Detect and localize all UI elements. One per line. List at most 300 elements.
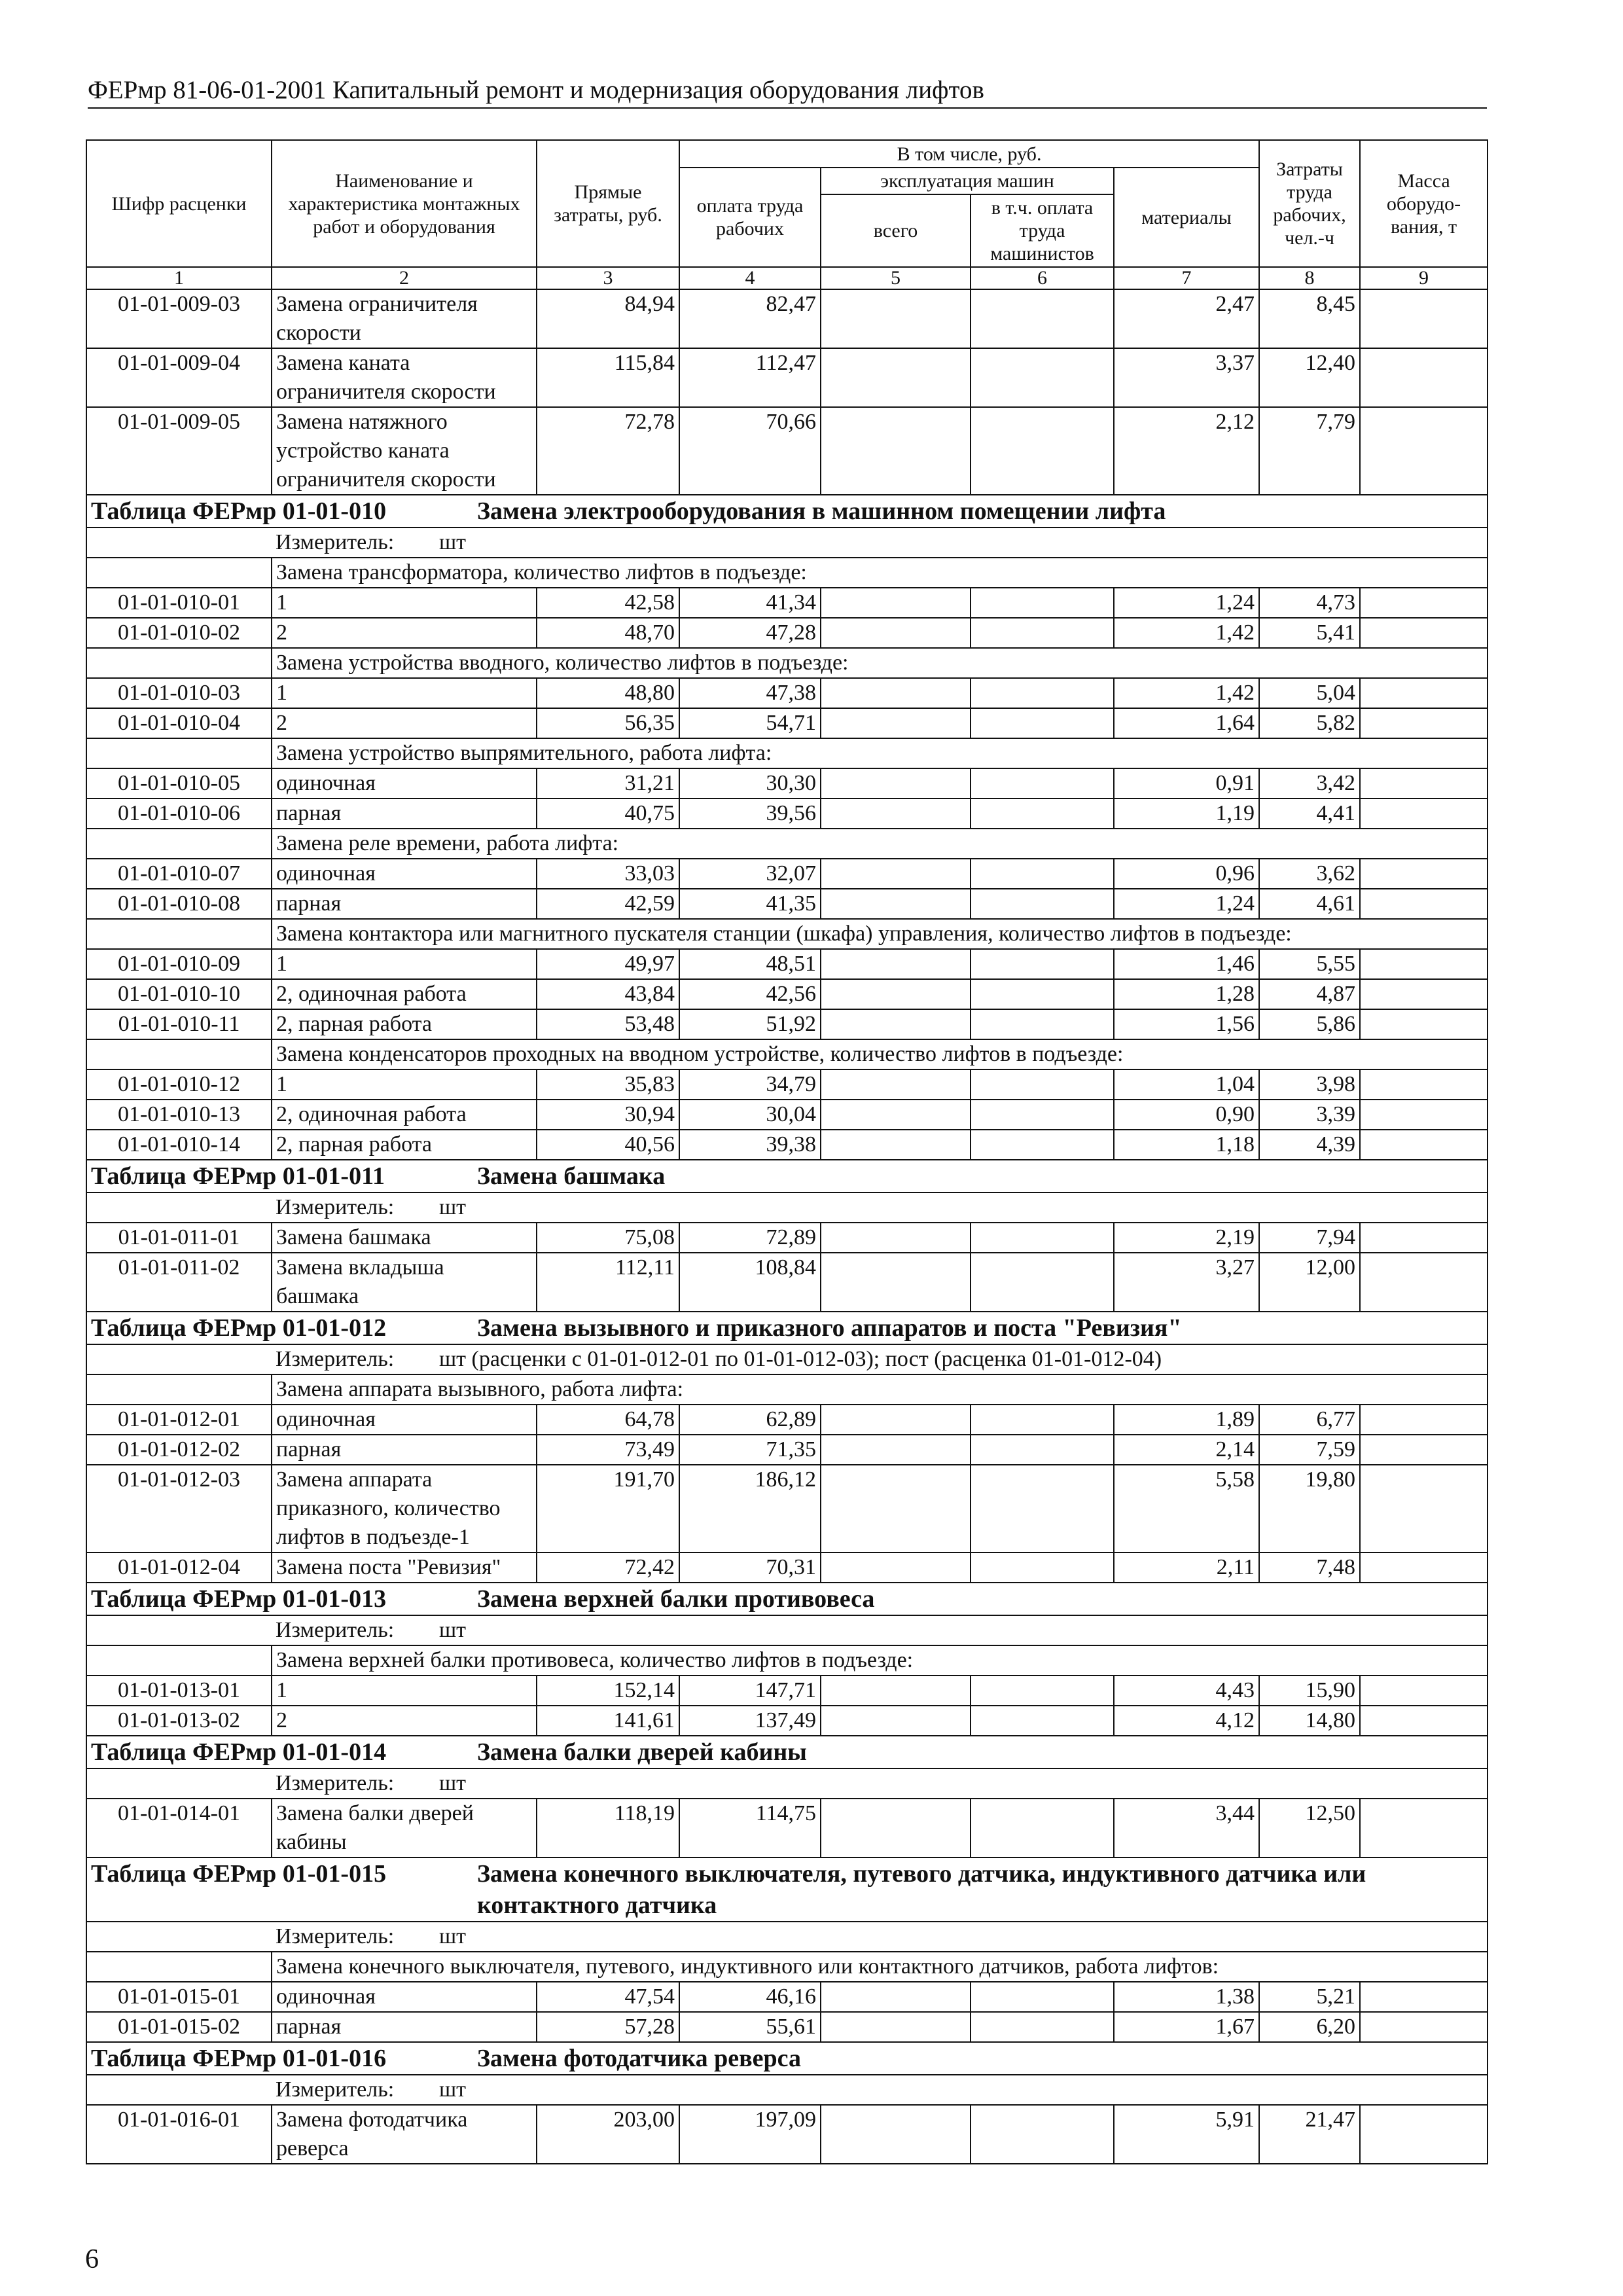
machinists-wages <box>971 1435 1114 1465</box>
machines-total <box>821 1130 971 1160</box>
group-heading: Замена аппарата вызывного, работа лифта: <box>272 1374 1488 1405</box>
wages: 34,79 <box>679 1069 821 1100</box>
unit-row <box>86 1615 1488 1645</box>
unit-value: шт <box>439 1771 467 1795</box>
unit-row <box>86 1922 1488 1952</box>
rate-code: 01-01-009-03 <box>86 289 272 348</box>
work-name: Замена аппарата приказного, количество лифтов в подъезде-1 <box>272 1465 537 1552</box>
machines-total <box>821 1405 971 1435</box>
page-number: 6 <box>85 2244 99 2274</box>
direct-costs: 112,11 <box>537 1253 679 1312</box>
wages: 70,31 <box>679 1552 821 1583</box>
machinists-wages <box>971 1552 1114 1583</box>
machines-total <box>821 798 971 829</box>
section-id: Таблица ФЕРмр 01-01-011 <box>91 1162 385 1190</box>
direct-costs: 33,03 <box>537 859 679 889</box>
group-row <box>86 829 1488 859</box>
direct-costs: 115,84 <box>537 348 679 407</box>
section-title-cell <box>86 1312 1488 1344</box>
materials: 3,44 <box>1114 1799 1259 1857</box>
machines-total <box>821 618 971 648</box>
materials: 4,43 <box>1114 1676 1259 1706</box>
materials: 1,46 <box>1114 949 1259 979</box>
equipment-mass <box>1360 1676 1488 1706</box>
work-name: парная <box>272 889 537 919</box>
rate-code: 01-01-010-02 <box>86 618 272 648</box>
machinists-wages <box>971 1465 1114 1552</box>
group-spacer <box>86 738 272 768</box>
machinists-wages <box>971 348 1114 407</box>
unit-label: Измеритель: <box>276 1924 395 1948</box>
rate-code: 01-01-010-07 <box>86 859 272 889</box>
rate-code: 01-01-015-01 <box>86 1982 272 2012</box>
direct-costs: 56,35 <box>537 708 679 738</box>
work-name: одиночная <box>272 1982 537 2012</box>
col-header-machinists-wages: в т.ч. оплата труда машинистов <box>971 194 1114 267</box>
labor-costs: 15,90 <box>1259 1676 1360 1706</box>
group-heading: Замена контактора или магнитного пускателя станции (шкафа) управления, количество лифтов в подъезде: <box>272 919 1488 949</box>
table-row <box>86 678 1488 708</box>
machines-total <box>821 348 971 407</box>
wages: 62,89 <box>679 1405 821 1435</box>
machinists-wages <box>971 1069 1114 1100</box>
machines-total <box>821 1676 971 1706</box>
work-name: 2 <box>272 618 537 648</box>
machines-total <box>821 1706 971 1736</box>
table-row <box>86 1253 1488 1312</box>
col-number: 2 <box>272 267 537 289</box>
unit-row <box>86 1768 1488 1799</box>
table-row <box>86 1706 1488 1736</box>
labor-costs: 3,98 <box>1259 1069 1360 1100</box>
section-id: Таблица ФЕРмр 01-01-014 <box>91 1738 387 1766</box>
section-title-cell <box>86 1736 1488 1768</box>
machines-total <box>821 407 971 495</box>
machinists-wages <box>971 2012 1114 2042</box>
unit-spacer <box>86 1193 272 1223</box>
wages: 71,35 <box>679 1435 821 1465</box>
equipment-mass <box>1360 768 1488 798</box>
section-title: Замена верхней балки противовеса <box>477 1585 875 1613</box>
section-id: Таблица ФЕРмр 01-01-016 <box>91 2045 387 2072</box>
wages: 147,71 <box>679 1676 821 1706</box>
materials: 1,28 <box>1114 979 1259 1009</box>
equipment-mass <box>1360 859 1488 889</box>
labor-costs: 14,80 <box>1259 1706 1360 1736</box>
group-heading: Замена верхней балки противовеса, количество лифтов в подъезде: <box>272 1645 1488 1676</box>
machinists-wages <box>971 678 1114 708</box>
group-heading: Замена устройства вводного, количество лифтов в подъезде: <box>272 648 1488 678</box>
labor-costs: 3,62 <box>1259 859 1360 889</box>
group-spacer <box>86 1374 272 1405</box>
machines-total <box>821 859 971 889</box>
group-row <box>86 1952 1488 1982</box>
col-header-labor: Затраты труда рабочих, чел.-ч <box>1259 140 1360 267</box>
table-section-title <box>86 1583 1488 1615</box>
materials: 1,19 <box>1114 798 1259 829</box>
materials: 0,90 <box>1114 1100 1259 1130</box>
equipment-mass <box>1360 1009 1488 1039</box>
unit-spacer <box>86 1344 272 1374</box>
rate-code: 01-01-014-01 <box>86 1799 272 1857</box>
table-row <box>86 2105 1488 2164</box>
machines-total <box>821 678 971 708</box>
table-row <box>86 588 1488 618</box>
materials: 2,14 <box>1114 1435 1259 1465</box>
group-heading: Замена конечного выключателя, путевого, индуктивного или контактного датчиков, работа лифтов: <box>272 1952 1488 1982</box>
machines-total <box>821 2012 971 2042</box>
machines-total <box>821 1465 971 1552</box>
rate-code: 01-01-010-10 <box>86 979 272 1009</box>
table-row <box>86 1100 1488 1130</box>
work-name: парная <box>272 798 537 829</box>
unit-cell <box>272 1768 1488 1799</box>
equipment-mass <box>1360 588 1488 618</box>
materials: 3,37 <box>1114 348 1259 407</box>
section-title: Замена башмака <box>477 1162 666 1190</box>
group-row <box>86 1374 1488 1405</box>
rate-code: 01-01-012-01 <box>86 1405 272 1435</box>
work-name: Замена фотодатчика реверса <box>272 2105 537 2164</box>
unit-value: шт <box>439 1618 467 1642</box>
machines-total <box>821 949 971 979</box>
section-title: Замена вызывного и приказного аппаратов и поста "Ревизия" <box>477 1314 1182 1342</box>
work-name: Замена ограничителя скорости <box>272 289 537 348</box>
rate-code: 01-01-011-01 <box>86 1223 272 1253</box>
table-row <box>86 1465 1488 1552</box>
unit-cell <box>272 1193 1488 1223</box>
direct-costs: 42,59 <box>537 889 679 919</box>
equipment-mass <box>1360 407 1488 495</box>
direct-costs: 84,94 <box>537 289 679 348</box>
rate-code: 01-01-015-02 <box>86 2012 272 2042</box>
group-row <box>86 1645 1488 1676</box>
materials: 3,27 <box>1114 1253 1259 1312</box>
materials: 1,64 <box>1114 708 1259 738</box>
group-spacer <box>86 1645 272 1676</box>
rate-code: 01-01-010-08 <box>86 889 272 919</box>
direct-costs: 31,21 <box>537 768 679 798</box>
rate-code: 01-01-012-04 <box>86 1552 272 1583</box>
table-row <box>86 859 1488 889</box>
materials: 0,91 <box>1114 768 1259 798</box>
unit-label: Измеритель: <box>276 2077 395 2102</box>
section-id: Таблица ФЕРмр 01-01-013 <box>91 1585 387 1613</box>
unit-cell <box>272 1344 1488 1374</box>
materials: 2,11 <box>1114 1552 1259 1583</box>
labor-costs: 21,47 <box>1259 2105 1360 2164</box>
machinists-wages <box>971 588 1114 618</box>
work-name: 2 <box>272 708 537 738</box>
labor-costs: 4,61 <box>1259 889 1360 919</box>
table-row <box>86 979 1488 1009</box>
unit-row <box>86 1344 1488 1374</box>
machinists-wages <box>971 1100 1114 1130</box>
materials: 1,24 <box>1114 588 1259 618</box>
section-title-cell <box>86 1160 1488 1193</box>
wages: 46,16 <box>679 1982 821 2012</box>
labor-costs: 19,80 <box>1259 1465 1360 1552</box>
direct-costs: 72,42 <box>537 1552 679 1583</box>
wages: 55,61 <box>679 2012 821 2042</box>
unit-spacer <box>86 1768 272 1799</box>
direct-costs: 203,00 <box>537 2105 679 2164</box>
table-row <box>86 1009 1488 1039</box>
group-row <box>86 738 1488 768</box>
labor-costs: 8,45 <box>1259 289 1360 348</box>
table-section-title <box>86 495 1488 528</box>
wages: 114,75 <box>679 1799 821 1857</box>
direct-costs: 191,70 <box>537 1465 679 1552</box>
machinists-wages <box>971 1982 1114 2012</box>
labor-costs: 4,87 <box>1259 979 1360 1009</box>
labor-costs: 5,21 <box>1259 1982 1360 2012</box>
rate-code: 01-01-010-09 <box>86 949 272 979</box>
direct-costs: 47,54 <box>537 1982 679 2012</box>
table-row <box>86 618 1488 648</box>
rate-code: 01-01-016-01 <box>86 2105 272 2164</box>
direct-costs: 40,75 <box>537 798 679 829</box>
table-row <box>86 708 1488 738</box>
equipment-mass <box>1360 1552 1488 1583</box>
rate-code: 01-01-012-03 <box>86 1465 272 1552</box>
labor-costs: 7,79 <box>1259 407 1360 495</box>
unit-value: шт <box>439 2077 467 2102</box>
direct-costs: 57,28 <box>537 2012 679 2042</box>
materials: 1,42 <box>1114 618 1259 648</box>
machinists-wages <box>971 1009 1114 1039</box>
machinists-wages <box>971 1253 1114 1312</box>
machinists-wages <box>971 798 1114 829</box>
table-row <box>86 1799 1488 1857</box>
col-number: 4 <box>679 267 821 289</box>
direct-costs: 30,94 <box>537 1100 679 1130</box>
direct-costs: 53,48 <box>537 1009 679 1039</box>
rate-code: 01-01-013-01 <box>86 1676 272 1706</box>
col-header-code: Шифр расценки <box>86 140 272 267</box>
table-row <box>86 1435 1488 1465</box>
machinists-wages <box>971 768 1114 798</box>
rate-code: 01-01-010-01 <box>86 588 272 618</box>
col-header-direct: Прямые затраты, руб. <box>537 140 679 267</box>
table-row <box>86 2012 1488 2042</box>
table-row <box>86 289 1488 348</box>
section-title-cell <box>86 495 1488 528</box>
machines-total <box>821 1009 971 1039</box>
rate-code: 01-01-010-12 <box>86 1069 272 1100</box>
wages: 197,09 <box>679 2105 821 2164</box>
table-row <box>86 949 1488 979</box>
rate-code: 01-01-010-04 <box>86 708 272 738</box>
machinists-wages <box>971 1706 1114 1736</box>
work-name: одиночная <box>272 859 537 889</box>
unit-label: Измеритель: <box>276 1771 395 1795</box>
work-name: 1 <box>272 1676 537 1706</box>
col-header-machines-total: всего <box>821 194 971 267</box>
section-title: Замена конечного выключателя, путевого датчика, индуктивного датчика или контактного датчика <box>477 1860 1366 1919</box>
wages: 82,47 <box>679 289 821 348</box>
equipment-mass <box>1360 708 1488 738</box>
equipment-mass <box>1360 2012 1488 2042</box>
col-header-machines: эксплуатация машин <box>821 168 1114 194</box>
direct-costs: 48,80 <box>537 678 679 708</box>
work-name: Замена поста "Ревизия" <box>272 1552 537 1583</box>
materials: 1,89 <box>1114 1405 1259 1435</box>
page-header: ФЕРмр 81-06-01-2001 Капитальный ремонт и модернизация оборудования лифтов <box>88 75 1487 109</box>
machinists-wages <box>971 407 1114 495</box>
materials: 1,24 <box>1114 889 1259 919</box>
table-section-title <box>86 1312 1488 1344</box>
labor-costs: 4,39 <box>1259 1130 1360 1160</box>
machinists-wages <box>971 949 1114 979</box>
equipment-mass <box>1360 1405 1488 1435</box>
rate-code: 01-01-010-14 <box>86 1130 272 1160</box>
equipment-mass <box>1360 678 1488 708</box>
group-spacer <box>86 1952 272 1982</box>
rate-code: 01-01-010-03 <box>86 678 272 708</box>
materials: 2,19 <box>1114 1223 1259 1253</box>
equipment-mass <box>1360 1706 1488 1736</box>
work-name: 2 <box>272 1706 537 1736</box>
unit-spacer <box>86 528 272 558</box>
wages: 108,84 <box>679 1253 821 1312</box>
section-title-cell <box>86 1583 1488 1615</box>
wages: 72,89 <box>679 1223 821 1253</box>
direct-costs: 75,08 <box>537 1223 679 1253</box>
equipment-mass <box>1360 798 1488 829</box>
labor-costs: 5,82 <box>1259 708 1360 738</box>
machinists-wages <box>971 708 1114 738</box>
work-name: парная <box>272 1435 537 1465</box>
direct-costs: 118,19 <box>537 1799 679 1857</box>
machinists-wages <box>971 979 1114 1009</box>
group-row <box>86 919 1488 949</box>
labor-costs: 3,42 <box>1259 768 1360 798</box>
machines-total <box>821 979 971 1009</box>
unit-row <box>86 528 1488 558</box>
wages: 54,71 <box>679 708 821 738</box>
labor-costs: 5,86 <box>1259 1009 1360 1039</box>
unit-label: Измеритель: <box>276 1195 395 1219</box>
equipment-mass <box>1360 1982 1488 2012</box>
machinists-wages <box>971 1223 1114 1253</box>
materials: 1,56 <box>1114 1009 1259 1039</box>
materials: 2,12 <box>1114 407 1259 495</box>
labor-costs: 7,59 <box>1259 1435 1360 1465</box>
direct-costs: 72,78 <box>537 407 679 495</box>
materials: 5,91 <box>1114 2105 1259 2164</box>
wages: 137,49 <box>679 1706 821 1736</box>
machinists-wages <box>971 889 1114 919</box>
table-row <box>86 348 1488 407</box>
table-row <box>86 1069 1488 1100</box>
labor-costs: 12,40 <box>1259 348 1360 407</box>
machines-total <box>821 768 971 798</box>
col-number: 6 <box>971 267 1114 289</box>
rate-code: 01-01-010-05 <box>86 768 272 798</box>
work-name: 2, парная работа <box>272 1009 537 1039</box>
unit-cell <box>272 2075 1488 2105</box>
machines-total <box>821 588 971 618</box>
machinists-wages <box>971 1799 1114 1857</box>
table-body <box>86 289 1488 2164</box>
group-heading: Замена конденсаторов проходных на вводном устройстве, количество лифтов в подъезде: <box>272 1039 1488 1069</box>
work-name: Замена балки дверей кабины <box>272 1799 537 1857</box>
table-row <box>86 889 1488 919</box>
equipment-mass <box>1360 1130 1488 1160</box>
labor-costs: 12,00 <box>1259 1253 1360 1312</box>
direct-costs: 73,49 <box>537 1435 679 1465</box>
equipment-mass <box>1360 2105 1488 2164</box>
group-spacer <box>86 1039 272 1069</box>
equipment-mass <box>1360 289 1488 348</box>
table-section-title <box>86 2042 1488 2075</box>
materials: 1,04 <box>1114 1069 1259 1100</box>
materials: 1,67 <box>1114 2012 1259 2042</box>
work-name: 2, одиночная работа <box>272 1100 537 1130</box>
work-name: 1 <box>272 1069 537 1100</box>
wages: 39,38 <box>679 1130 821 1160</box>
group-row <box>86 1039 1488 1069</box>
work-name: одиночная <box>272 768 537 798</box>
unit-value: шт <box>439 1195 467 1219</box>
wages: 41,34 <box>679 588 821 618</box>
direct-costs: 42,58 <box>537 588 679 618</box>
wages: 51,92 <box>679 1009 821 1039</box>
table-row <box>86 798 1488 829</box>
direct-costs: 49,97 <box>537 949 679 979</box>
section-title-cell <box>86 1857 1488 1922</box>
equipment-mass <box>1360 949 1488 979</box>
work-name: Замена натяжного устройство каната ограничителя скорости <box>272 407 537 495</box>
group-heading: Замена устройство выпрямительного, работа лифта: <box>272 738 1488 768</box>
group-heading: Замена реле времени, работа лифта: <box>272 829 1488 859</box>
equipment-mass <box>1360 1223 1488 1253</box>
col-number: 9 <box>1360 267 1488 289</box>
rate-code: 01-01-010-13 <box>86 1100 272 1130</box>
materials: 4,12 <box>1114 1706 1259 1736</box>
work-name: парная <box>272 2012 537 2042</box>
labor-costs: 5,55 <box>1259 949 1360 979</box>
materials: 5,58 <box>1114 1465 1259 1552</box>
machines-total <box>821 289 971 348</box>
labor-costs: 5,04 <box>1259 678 1360 708</box>
section-id: Таблица ФЕРмр 01-01-010 <box>91 497 387 525</box>
unit-value: шт <box>439 530 467 554</box>
rate-code: 01-01-009-05 <box>86 407 272 495</box>
equipment-mass <box>1360 889 1488 919</box>
wages: 47,28 <box>679 618 821 648</box>
unit-label: Измеритель: <box>276 1347 395 1371</box>
machinists-wages <box>971 2105 1114 2164</box>
rate-code: 01-01-009-04 <box>86 348 272 407</box>
work-name: Замена башмака <box>272 1223 537 1253</box>
col-number: 8 <box>1259 267 1360 289</box>
wages: 32,07 <box>679 859 821 889</box>
table-row <box>86 1676 1488 1706</box>
section-title-cell <box>86 2042 1488 2075</box>
labor-costs: 6,20 <box>1259 2012 1360 2042</box>
machines-total <box>821 2105 971 2164</box>
direct-costs: 35,83 <box>537 1069 679 1100</box>
unit-spacer <box>86 2075 272 2105</box>
rates-table <box>86 139 1488 2164</box>
machinists-wages <box>971 1130 1114 1160</box>
table-row <box>86 1982 1488 2012</box>
labor-costs: 4,73 <box>1259 588 1360 618</box>
col-header-mass: Масса оборудо-вания, т <box>1360 140 1488 267</box>
section-id: Таблица ФЕРмр 01-01-012 <box>91 1314 387 1342</box>
